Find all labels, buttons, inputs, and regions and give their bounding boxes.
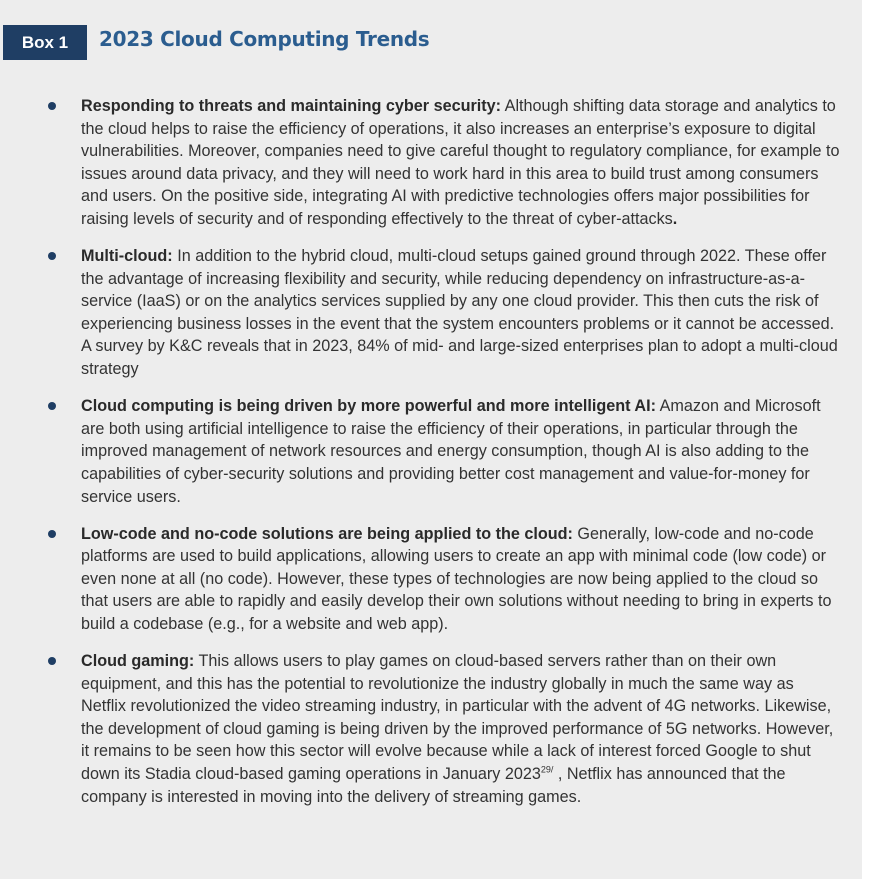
list-item xyxy=(81,395,841,508)
bullet-icon xyxy=(48,102,56,110)
item-term: Cloud gaming: xyxy=(81,652,195,671)
item-term: Multi-cloud: xyxy=(81,247,173,266)
bullet-icon xyxy=(48,402,56,410)
box-title: 2023 Cloud Computing Trends xyxy=(99,27,430,51)
item-term: Low-code and no-code solutions are being applied to the cloud: xyxy=(81,524,573,543)
item-text: Although shifting data storage and analytics to the cloud helps to raise the efficiency of operations, it also increases an enterprise’s exposure to digital vulnerabilities. Moreover, companies need to give careful thought to regulatory compliance, for example to issues around data privacy, and they will need to work hard in this area to build trust among consumers and users. On the positive side, integrating AI with predictive technologies offers major possibilities for raising levels of security and of responding effectively to the threat of cyber-attacks xyxy=(81,97,840,228)
item-term: Cloud computing is being driven by more powerful and more intelligent AI: xyxy=(81,397,656,416)
item-text: Generally, low-code and no-code platforms are used to build applications, allowing users to create an app with minimal code (low code) or even none at all (no code). However, these types of technologies are now being applied to the cloud so that users are able to rapidly and easily develop their own solutions without needing to bring in experts to build a codebase (e.g., for a website and web app). xyxy=(81,524,832,633)
item-term: Responding to threats and maintaining cyber security: xyxy=(81,97,502,115)
bullet-icon xyxy=(48,657,56,665)
box-label: Box 1 xyxy=(3,25,87,60)
bullet-icon xyxy=(48,252,56,260)
list-item xyxy=(81,523,841,636)
trends-list xyxy=(0,95,862,823)
item-end: . xyxy=(672,209,678,228)
list-item xyxy=(81,95,841,231)
footnote-ref[interactable]: 29/ xyxy=(540,764,554,775)
bullet-icon xyxy=(48,530,56,538)
list-item xyxy=(81,650,841,808)
item-text: Amazon and Microsoft are both using artificial intelligence to raise the efficiency of their operations, in particular through the improved management of network resources and energy consumption, though AI is also adding to the capabilities of cyber-security solutions and providing better cost management and value-for-money for service users. xyxy=(81,397,821,506)
item-text: This allows users to play games on cloud-based servers rather than on their own equipment, and this has the potential to revolutionize the industry globally in much the same way as Netflix revolutionized the video streaming industry, in particular with the advent of 4G networks. Likewise, the development of cloud gaming is being driven by the improved performance of 5G networks. However, it remains to be seen how this sector will evolve because while a lack of interest forced Google to shut down its Stadia cloud-based gaming operations in January 2023 xyxy=(81,652,834,784)
list-item xyxy=(81,245,841,381)
item-text-after: , Netflix has announced that the company is interested in moving into the delivery of streaming games. xyxy=(81,765,786,806)
item-text: In addition to the hybrid cloud, multi-cloud setups gained ground through 2022. These offer the advantage of increasing flexibility and security, while reducing dependency on infrastructure-as-a-service (IaaS) or on the analytics services supplied by any one cloud provider. This then cuts the risk of experiencing business losses in the event that the system encounters problems or it cannot be accessed. A survey by K&C reveals that in 2023, 84% of mid- and large-sized enterprises plan to adopt a multi-cloud strategy xyxy=(81,247,838,379)
